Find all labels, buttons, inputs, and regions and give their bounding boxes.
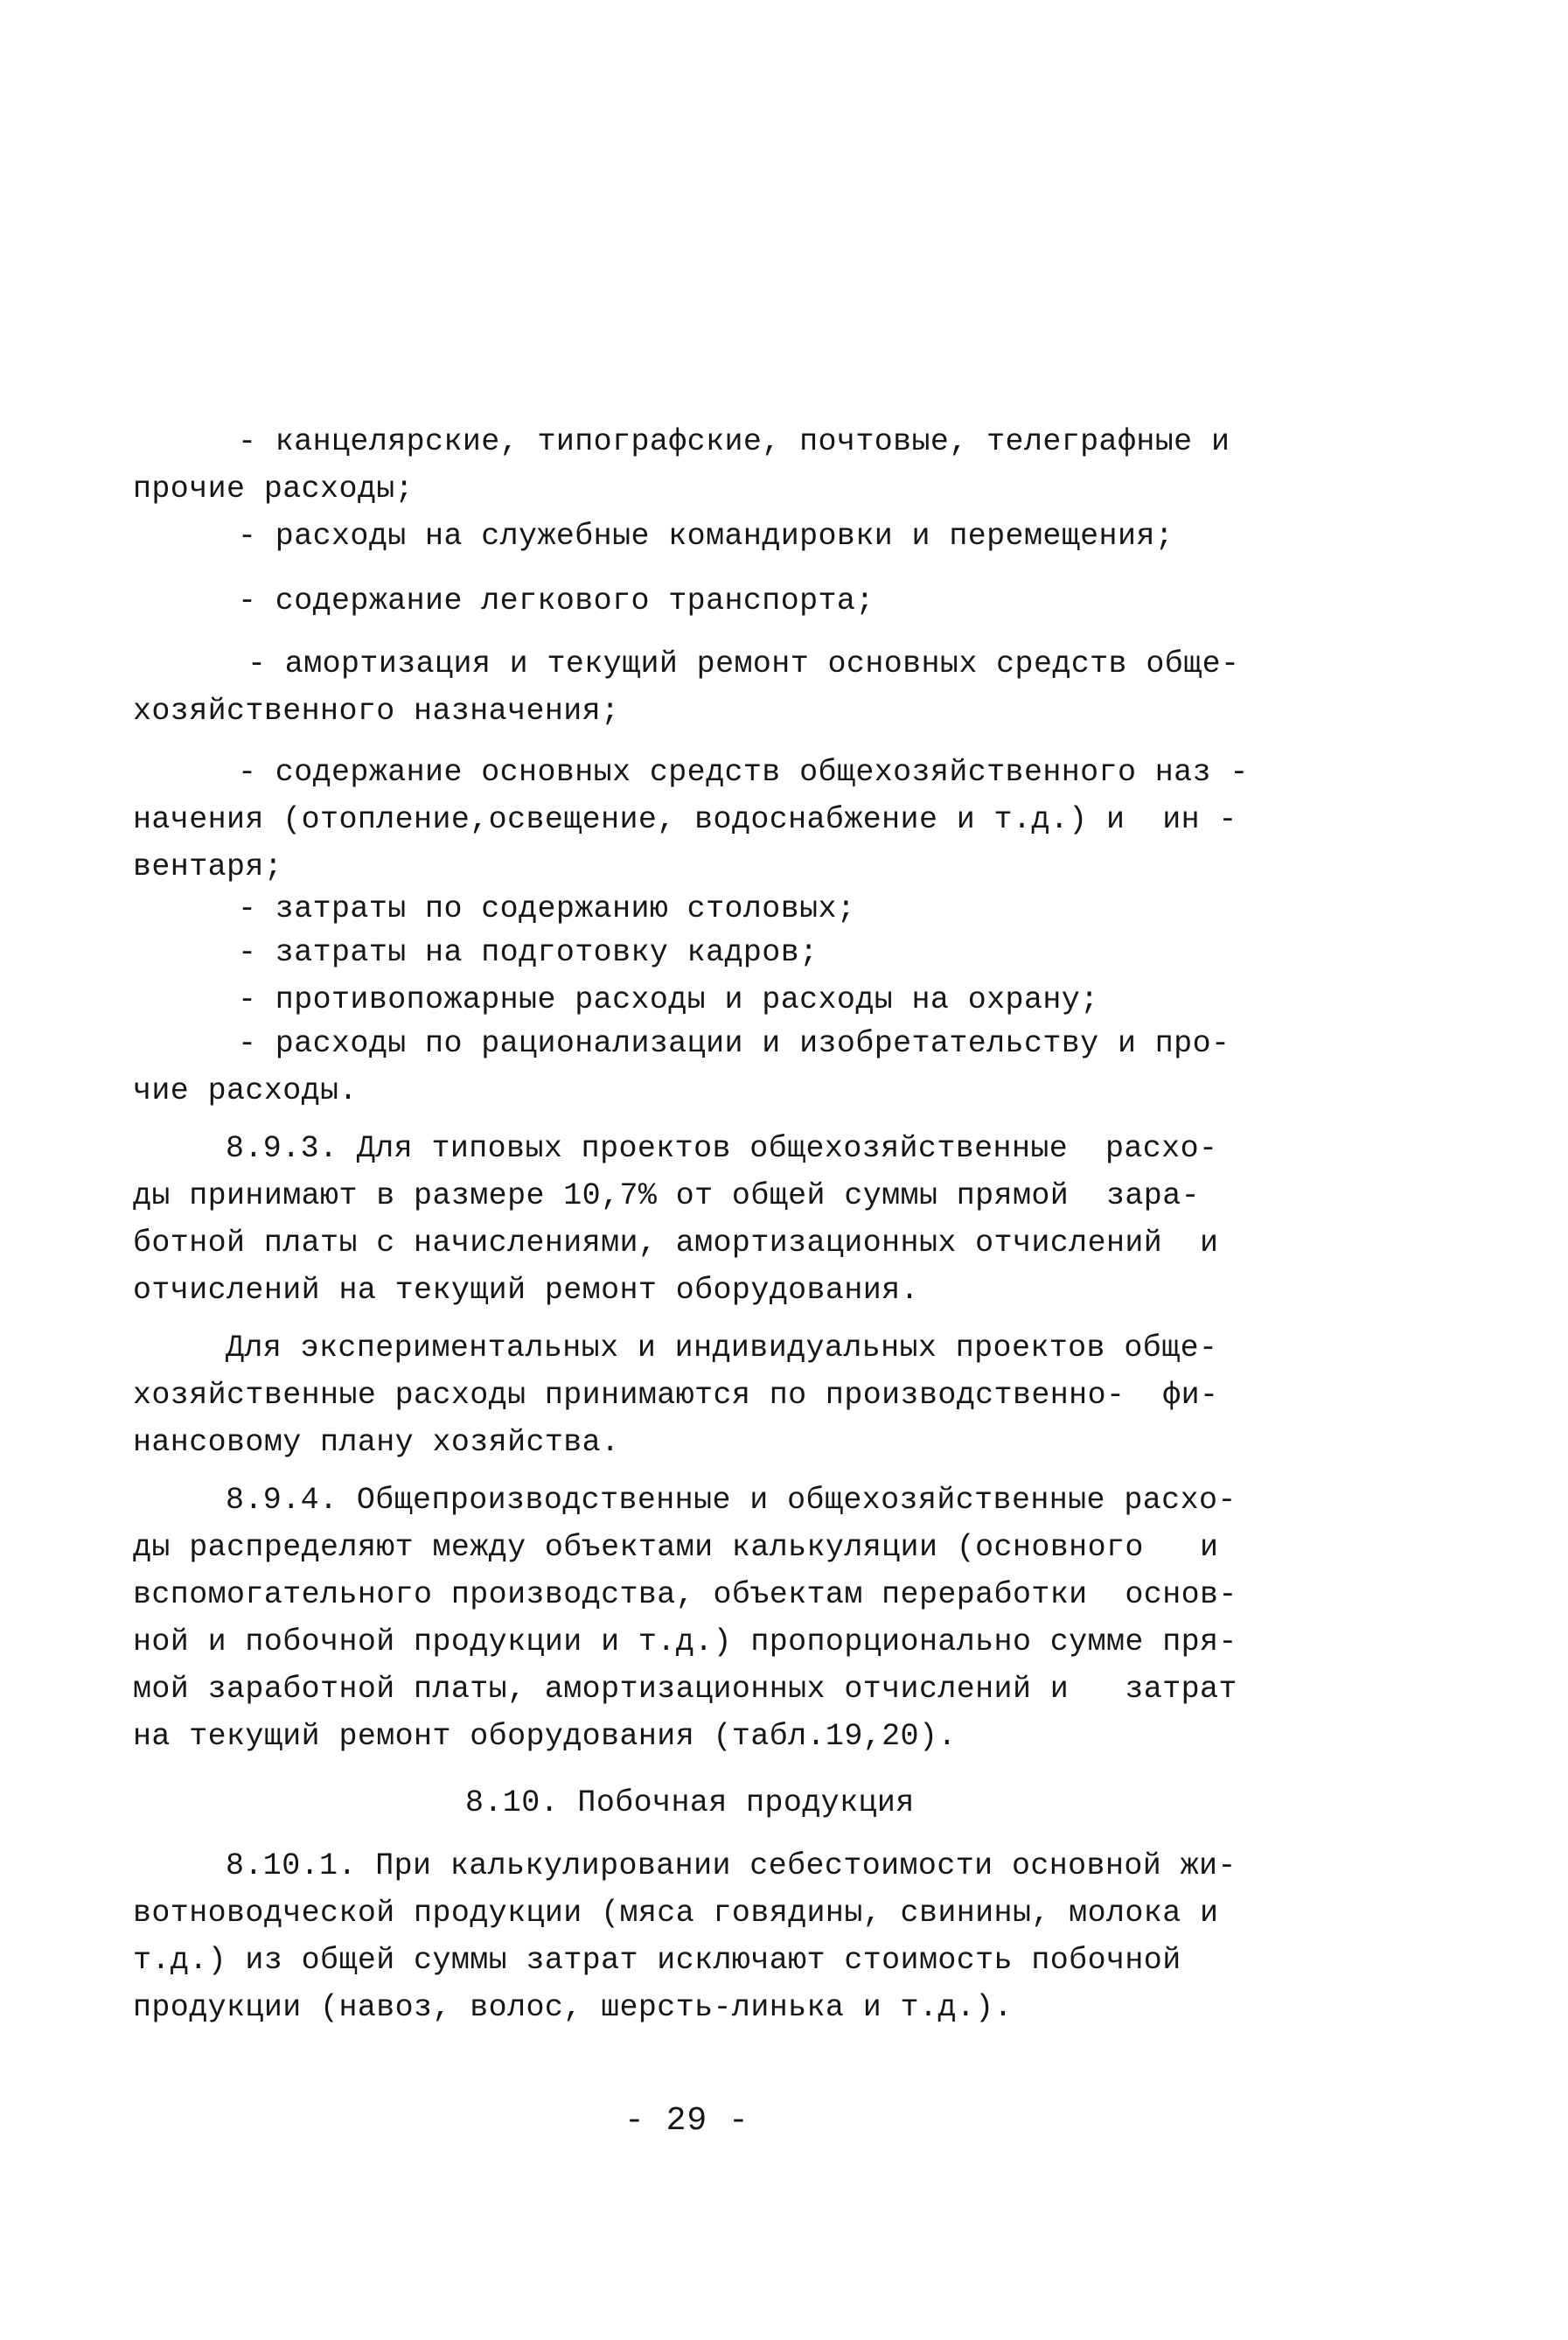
- paragraph-8-9-4-line-1: 8.9.4. Общепроизводственные и общехозяйственные расхо-: [226, 1483, 1237, 1518]
- paragraph-8-10-1-line-3: т.д.) из общей суммы затрат исключают стоимость побочной: [133, 1943, 1181, 1978]
- section-heading-by-products: 8.10. Побочная продукция: [465, 1785, 915, 1820]
- page-number: - 29 -: [624, 2102, 749, 2140]
- paragraph-experimental-line-1: Для экспериментальных и индивидуальных проектов обще-: [226, 1331, 1218, 1366]
- list-item-rationalization-line-1: - расходы по рационализации и изобретательству и про-: [238, 1026, 1230, 1061]
- list-item-business-trips: - расходы на служебные командировки и перемещения;: [238, 519, 1174, 554]
- paragraph-8-9-4-line-6: на текущий ремонт оборудования (табл.19,20).: [133, 1719, 957, 1754]
- list-item-maintenance-line-2: начения (отопление,освещение, водоснабжение и т.д.) и ин -: [133, 802, 1237, 837]
- paragraph-8-9-4-line-2: ды распределяют между объектами калькуляции (основного и: [133, 1530, 1219, 1565]
- list-item-canteens: - затраты по содержанию столовых;: [238, 891, 856, 926]
- paragraph-8-10-1-line-1: 8.10.1. При калькулировании себестоимости основной жи-: [226, 1848, 1237, 1883]
- list-item-office-expenses-line-1: - канцелярские, типографские, почтовые, телеграфные и: [238, 424, 1230, 459]
- paragraph-experimental-line-3: нансовому плану хозяйства.: [133, 1425, 620, 1460]
- paragraph-8-9-4-line-3: вспомогательного производства, объектам переработки основ-: [133, 1577, 1237, 1612]
- paragraph-experimental-line-2: хозяйственные расходы принимаются по производственно- фи-: [133, 1378, 1219, 1413]
- paragraph-8-10-1-line-4: продукции (навоз, волос, шерсть-линька и т.д.).: [133, 1990, 1013, 2025]
- list-item-staff-training: - затраты на подготовку кадров;: [238, 935, 819, 970]
- list-item-depreciation-line-1: - амортизация и текущий ремонт основных средств обще-: [247, 646, 1240, 681]
- list-item-passenger-transport: - содержание легкового транспорта;: [238, 583, 875, 618]
- list-item-depreciation-line-2: хозяйственного назначения;: [133, 694, 620, 729]
- list-item-office-expenses-line-2: прочие расходы;: [133, 471, 415, 506]
- list-item-maintenance-line-3: вентаря;: [133, 849, 283, 884]
- list-item-fire-security: - противопожарные расходы и расходы на охрану;: [238, 982, 1099, 1017]
- paragraph-8-9-3-line-4: отчислений на текущий ремонт оборудования.: [133, 1273, 919, 1308]
- list-item-rationalization-line-2: чие расходы.: [133, 1073, 358, 1108]
- list-item-maintenance-line-1: - содержание основных средств общехозяйственного наз -: [238, 755, 1249, 790]
- paragraph-8-10-1-line-2: вотноводческой продукции (мяса говядины, свинины, молока и: [133, 1896, 1219, 1931]
- paragraph-8-9-3-line-2: ды принимают в размере 10,7% от общей суммы прямой зара-: [133, 1178, 1200, 1213]
- paragraph-8-9-3-line-1: 8.9.3. Для типовых проектов общехозяйственные расхо-: [226, 1131, 1218, 1166]
- paragraph-8-9-3-line-3: ботной платы с начислениями, амортизационных отчислений и: [133, 1226, 1219, 1261]
- paragraph-8-9-4-line-4: ной и побочной продукции и т.д.) пропорционально сумме пря-: [133, 1624, 1237, 1659]
- paragraph-8-9-4-line-5: мой заработной платы, амортизационных отчислений и затрат: [133, 1672, 1237, 1707]
